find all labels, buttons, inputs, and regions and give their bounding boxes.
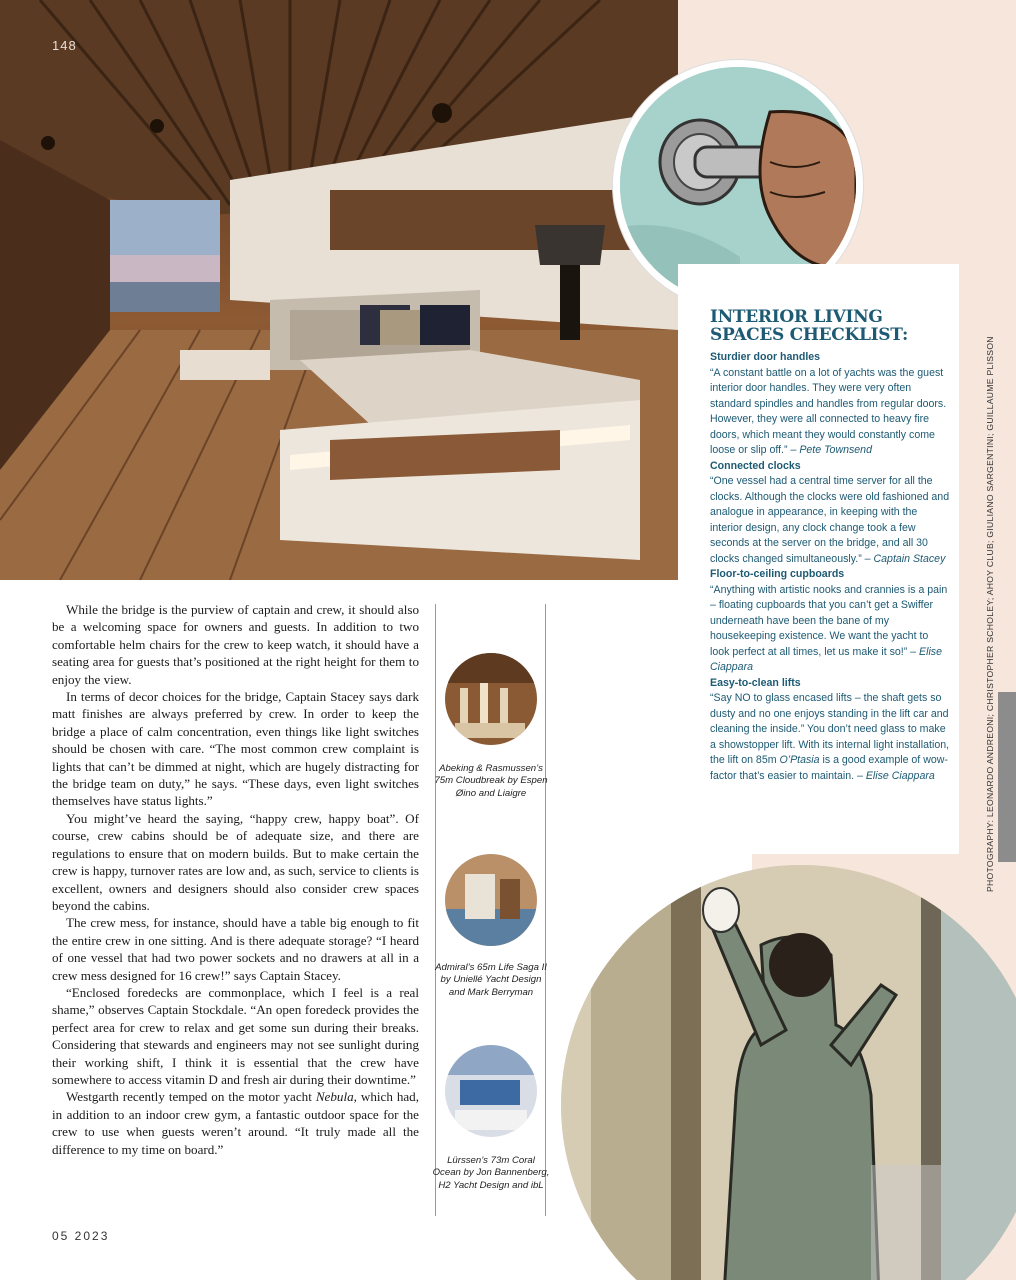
checklist-body: [710, 350, 950, 784]
lift-cleaning-illustration: [561, 865, 1016, 1280]
page-edge-tab: [998, 692, 1016, 862]
checklist-quote: “One vessel had a central time server for all the clocks. Although the clocks were old fashioned and analogue in appearance, in keeping with the interior design, any clock change took a few seconds at the server on the bridge, and all 30 clocks changed simultaneously.” – Captain Stacey: [710, 475, 950, 565]
checklist-heading: Connected clocks: [710, 459, 801, 472]
paragraph: You might’ve heard the saying, “happy crew, happy boat”. Of course, crew cabins should be of adequate size, and there are regulations to ensure that on modern builds. But to make certain the crew is happy, turnover rates are low and, as such, service to clients is excellent, owners and designers should also consider crew spaces beyond the cabins.: [52, 810, 419, 913]
paragraph: Westgarth recently temped on the motor yacht Nebula, which had, in addition to an indoor crew gym, a fantastic outdoor space for the crew to use when guests weren’t around. “It truly made all the difference to my time on board.”: [52, 1089, 420, 1157]
checklist-box: [678, 264, 959, 854]
thumbnail-life-saga: [445, 854, 537, 946]
checklist-title: INTERIOR LIVING SPACES CHECKLIST:: [710, 307, 908, 345]
column-rule: [435, 604, 436, 1216]
article-body: [52, 601, 419, 1158]
checklist-attribution: Pete Townsend: [799, 444, 872, 456]
caption-coral-ocean: Lürssen’s 73m Coral Ocean by Jon Bannenberg, H2 Yacht Design and ibL: [432, 1155, 550, 1191]
checklist-quote: “Anything with artistic nooks and crannies is a pain – floating cupboards that you can’t get a Swiffer underneath have been the bane of my housekeeping existence. We want the yacht to look perfect at all times, let us make it so!” – Elise Ciappara: [710, 583, 948, 673]
paragraph: In terms of decor choices for the bridge, Captain Stacey says dark matt finishes are always preferred by crew. In order to keep the bridge a place of calm concentration, even things like light switches should be chosen with care. “The most common crew complaint is lights that can’t be dimmed at night, which are hugely distracting for the bridge team on duty,” he says. “These days, even light switches themselves have status lights.”: [52, 689, 419, 809]
hero-photo-bridge-lounge: [0, 0, 678, 580]
paragraph: “Enclosed foredecks are commonplace, which I feel is a real shame,” observes Captain Stockdale. “An open foredeck provides the perfect area for crew to relax and get some sun during their breaks. Considering that stewards and engineers may not see sunlight during their working shift, I think it is essential that the crew have somewhere to access vitamin D and fresh air during their downtime.”: [52, 984, 419, 1087]
photo-credit: [985, 878, 999, 892]
caption-life-saga: Admiral’s 65m Life Saga II by Uniellé Yacht Design and Mark Berryman: [435, 962, 547, 998]
checklist-quote: “Say NO to glass encased lifts – the shaft gets so dusty and no one enjoys standing in the lift car and cleaning the inside.” You don’t need glass to make a showstopper lift. With its internal light installation, the lift on 85m O’Ptasia is a good example of wow-factor that’s easier to maintain. – Elise Ciappara: [710, 692, 950, 782]
checklist-quote: “A constant battle on a lot of yachts was the guest interior door handles. They were very often standard spindles and handles from regular doors. However, they were all connected to heavy fire doors, which meant they would constantly come loose or slip off.” – Pete Townsend: [710, 366, 947, 456]
checklist-attribution: Captain Stacey: [873, 552, 946, 565]
checklist-heading: Floor-to-ceiling cupboards: [710, 568, 845, 580]
thumbnail-cloudbreak: [445, 653, 537, 745]
paragraph: While the bridge is the purview of captain and crew, it should also be a welcoming space for owners and guests. In addition to two comfortable helm chairs for the crew to keep watch, it should have a seating area for guests that’s positioned at the right height for them to enjoy the view.: [52, 602, 419, 687]
issue-date: 05 2023: [52, 1229, 110, 1243]
checklist-heading: Sturdier door handles: [710, 351, 821, 363]
page-number: 148: [52, 38, 77, 53]
caption-cloudbreak: Abeking & Rasmussen’s 75m Cloudbreak by Espen Øino and Liaigre: [434, 763, 548, 799]
paragraph: The crew mess, for instance, should have a table big enough to fit the entire crew in one sitting. And is there adequate storage? “I heard of one vessel that had two power sockets and no drawers at all in a crew mess designed for 16 crew!” says Captain Stacey.: [52, 915, 419, 983]
checklist-attribution: Elise Ciappara: [710, 645, 942, 673]
checklist-attribution: Elise Ciappara: [865, 769, 935, 782]
checklist-heading: Easy-to-clean lifts: [710, 676, 801, 689]
thumbnail-coral-ocean: [445, 1045, 537, 1137]
column-rule: [545, 604, 546, 1216]
